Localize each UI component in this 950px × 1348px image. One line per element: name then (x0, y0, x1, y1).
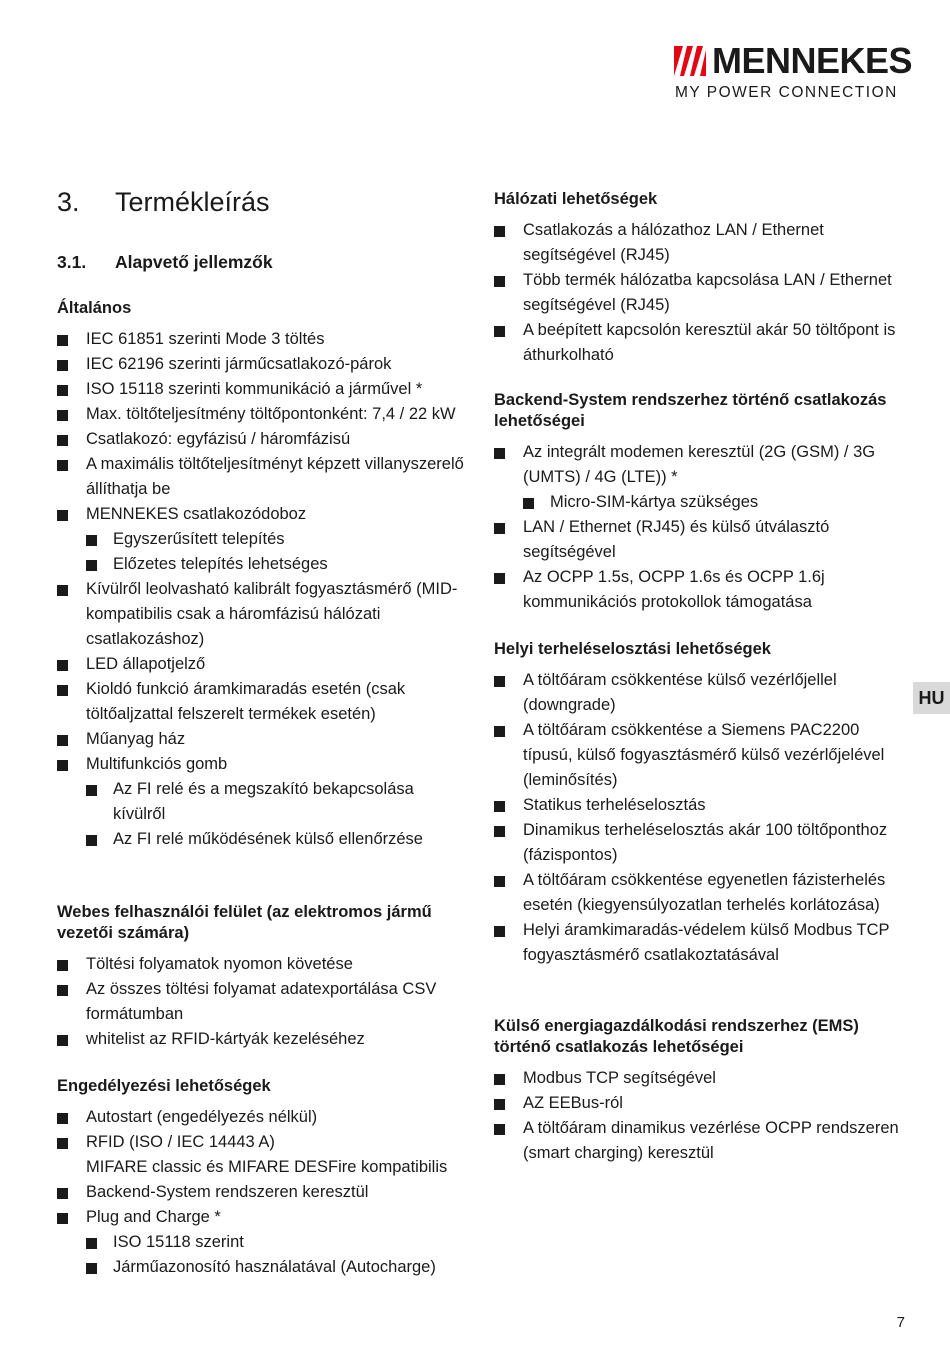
list-item (57, 452, 467, 502)
list-item-text: A töltőáram dinamikus vezérlése OCPP rendszeren (smart charging) keresztül (523, 1119, 899, 1162)
bullet-list (57, 327, 467, 852)
list-item-text: Modbus TCP segítségével (523, 1069, 716, 1087)
list-item (494, 818, 906, 868)
list-item (494, 1116, 906, 1166)
sub-bullet-list (523, 490, 906, 515)
sub-list-item: Egyszerűsített telepítés (86, 527, 467, 552)
list-item-text: Kívülről leolvasható kalibrált fogyasztásmérő (MID-kompatibilis csak a háromfázisú hálózati csatlakozáshoz) (86, 580, 458, 648)
bullet-list (494, 218, 906, 368)
list-item-text: A maximális töltőteljesítményt képzett villanyszerelő állíthatja be (86, 455, 464, 498)
sub-list-item: Járműazonosító használatával (Autocharge) (86, 1255, 467, 1280)
list-item-text: A töltőáram csökkentése külső vezérlőjellel (downgrade) (523, 671, 837, 714)
left-section (57, 902, 467, 1052)
list-item (57, 977, 467, 1027)
bullet-list (494, 440, 906, 615)
list-item (494, 515, 906, 565)
left-section (57, 298, 467, 852)
list-item (494, 668, 906, 718)
sub-list-item: ISO 15118 szerint (86, 1230, 467, 1255)
list-item-text: MIFARE classic és MIFARE DESFire kompatibilis (86, 1158, 448, 1176)
bullet-list (494, 1066, 906, 1166)
list-item (57, 952, 467, 977)
list-item-text: Műanyag ház (86, 730, 186, 748)
list-item (494, 318, 906, 368)
bullet-list (494, 668, 906, 968)
page-number: 7 (896, 1314, 905, 1331)
list-item (57, 352, 467, 377)
mennekes-logo-icon (674, 46, 706, 76)
list-item (57, 577, 467, 652)
section-heading: Helyi terheléselosztási lehetőségek (494, 640, 771, 658)
section-heading: Általános (57, 299, 132, 317)
list-item-text: Multifunkciós gomb (86, 755, 228, 773)
subchapter-number: 3.1. (57, 252, 87, 272)
list-item-text: Max. töltőteljesítmény töltőpontonként: 7,4 / 22 kW (86, 405, 456, 423)
list-item-text: Töltési folyamatok nyomon követése (86, 955, 353, 973)
list-item (57, 327, 467, 352)
list-item-text: AZ EEBus-ról (523, 1094, 623, 1112)
list-item (57, 677, 467, 727)
list-item (57, 377, 467, 402)
list-item-text: Kioldó funkció áramkimaradás esetén (csak töltőaljzattal felszerelt termékek esetén) (86, 680, 406, 723)
chapter-heading (57, 186, 270, 218)
right-section (494, 390, 906, 615)
list-item (494, 565, 906, 615)
sub-list-item: Az FI relé működésének külső ellenőrzése (86, 827, 467, 852)
list-item-text: Csatlakozás a hálózathoz LAN / Ethernet segítségével (RJ45) (523, 221, 824, 264)
list-item-text: whitelist az RFID-kártyák kezeléséhez (86, 1030, 365, 1048)
list-item-text: A beépített kapcsolón keresztül akár 50 töltőpont is áthurkolható (523, 321, 896, 364)
sub-list-item: Előzetes telepítés lehetséges (86, 552, 467, 577)
sub-list-item: Az FI relé és a megszakító bekapcsolása kívülről (86, 777, 467, 827)
bullet-list (57, 952, 467, 1052)
sub-bullet-list (86, 527, 467, 577)
list-item-text: Az integrált modemen keresztül (2G (GSM) / 3G (UMTS) / 4G (LTE)) * (523, 443, 876, 486)
list-item (57, 1130, 467, 1155)
list-item-text: A töltőáram csökkentése a Siemens PAC2200 típusú, külső fogyasztásmérő külső vezérlőjelével (leminősítés) (523, 721, 885, 789)
list-item-text: Dinamikus terheléselosztás akár 100 töltőponthoz (fázispontos) (523, 821, 888, 864)
list-item (494, 268, 906, 318)
brand-logo (674, 40, 913, 104)
list-item (494, 918, 906, 968)
list-item-text: IEC 62196 szerinti járműcsatlakozó-párok (86, 355, 392, 373)
list-item-text: IEC 61851 szerinti Mode 3 töltés (86, 330, 325, 348)
bullet-list (57, 1105, 467, 1280)
subchapter-title: Alapvető jellemzők (115, 252, 273, 272)
brand-name: MENNEKES (712, 40, 913, 81)
list-item (57, 752, 467, 852)
list-item (57, 1105, 467, 1130)
right-section (494, 189, 906, 368)
list-item-text: Backend-System rendszeren keresztül (86, 1183, 369, 1201)
list-item-text: Csatlakozó: egyfázisú / háromfázisú (86, 430, 351, 448)
list-item (494, 218, 906, 268)
list-item (494, 718, 906, 793)
list-item-text: A töltőáram csökkentése egyenetlen fázisterhelés esetén (kiegyensúlyozatlan terhelés korlátozása) (523, 871, 886, 914)
list-item-text: Statikus terheléselosztás (523, 796, 706, 814)
section-heading: Engedélyezési lehetőségek (57, 1077, 271, 1095)
list-item-text: Több termék hálózatba kapcsolása LAN / Ethernet segítségével (RJ45) (523, 271, 892, 314)
subchapter-heading (57, 251, 273, 273)
sub-bullet-list (86, 1230, 467, 1280)
list-item (57, 1155, 467, 1180)
list-item-text: MENNEKES csatlakozódoboz (86, 505, 307, 523)
list-item (57, 402, 467, 427)
list-item (57, 727, 467, 752)
list-item-text: Helyi áramkimaradás-védelem külső Modbus TCP fogyasztásmérő csatlakoztatásával (523, 921, 890, 964)
list-item (57, 1205, 467, 1280)
section-heading: Webes felhasználói felület (az elektromos jármű vezetői számára) (57, 903, 432, 942)
list-item-text: ISO 15118 szerinti kommunikáció a járművel * (86, 380, 423, 398)
chapter-number: 3. (57, 187, 80, 217)
section-heading: Backend-System rendszerhez történő csatlakozás lehetőségei (494, 391, 887, 430)
list-item (57, 652, 467, 677)
brand-tagline: MY POWER CONNECTION (675, 84, 898, 101)
list-item-text: LED állapotjelző (86, 655, 206, 673)
right-section (494, 1016, 906, 1166)
list-item-text: Az összes töltési folyamat adatexportálása CSV formátumban (86, 980, 437, 1023)
list-item-text: Az OCPP 1.5s, OCPP 1.6s és OCPP 1.6j kommunikációs protokollok támogatása (523, 568, 825, 611)
list-item (57, 502, 467, 577)
list-item-text: RFID (ISO / IEC 14443 A) (86, 1133, 275, 1151)
list-item (57, 427, 467, 452)
list-item (494, 868, 906, 918)
chapter-title: Termékleírás (115, 187, 270, 217)
section-heading: Külső energiagazdálkodási rendszerhez (EMS) történő csatlakozás lehetőségei (494, 1017, 859, 1056)
list-item (494, 793, 906, 818)
language-tab: HU (913, 682, 950, 714)
list-item (494, 440, 906, 515)
sub-list-item: Micro-SIM-kártya szükséges (523, 490, 906, 515)
sub-bullet-list (86, 777, 467, 852)
left-section (57, 1076, 467, 1280)
list-item (57, 1180, 467, 1205)
list-item-text: Plug and Charge * (86, 1208, 221, 1226)
list-item (57, 1027, 467, 1052)
section-heading: Hálózati lehetőségek (494, 190, 658, 208)
list-item-text: LAN / Ethernet (RJ45) és külső útválasztó segítségével (523, 518, 830, 561)
list-item-text: Autostart (engedélyezés nélkül) (86, 1108, 318, 1126)
list-item (494, 1091, 906, 1116)
list-item (494, 1066, 906, 1091)
right-section (494, 639, 906, 968)
